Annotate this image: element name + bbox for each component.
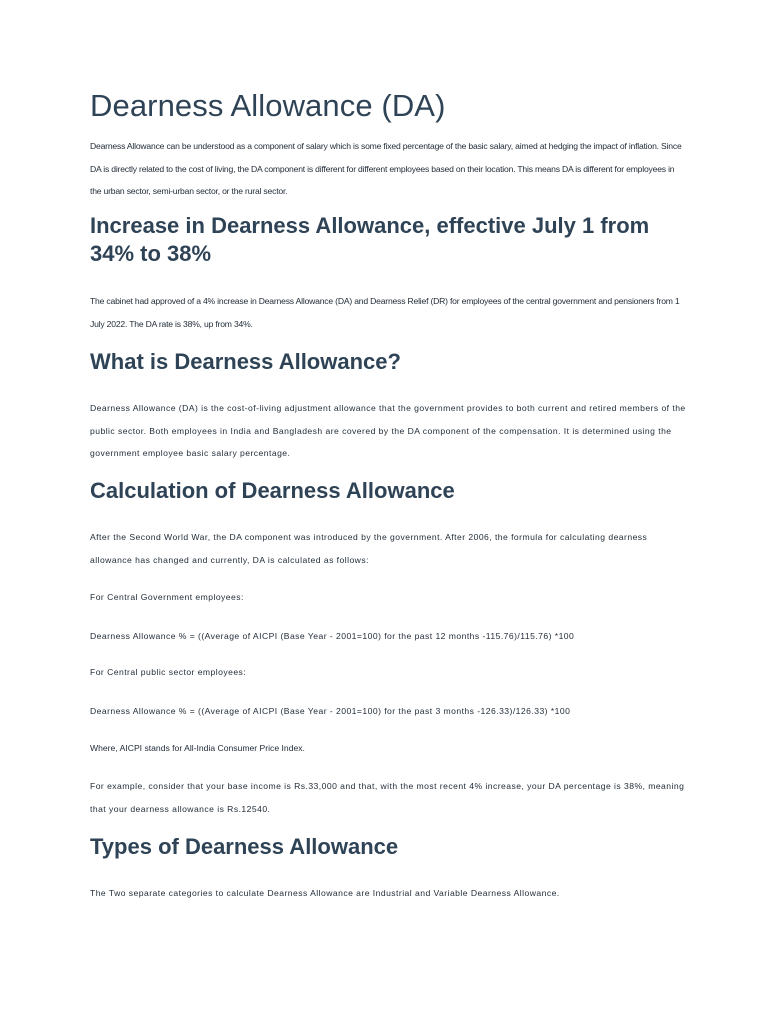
section-heading-types: Types of Dearness Allowance (90, 834, 399, 859)
intro-paragraph: Dearness Allowance can be understood as a component of salary which is some fixed percentage of the basic salary, aimed at hedging the impact of inflation. Since DA is directly related to the cost of living, the DA component is different for different employees based on their location. This means DA is different for employees in the urban sector, semi-urban sector, or the rural sector. (90, 141, 682, 196)
public-sector-label: For Central public sector employees: (90, 667, 247, 677)
section-heading-da-increase: Increase in Dearness Allowance, effective July 1 from 34% to 38% (90, 213, 650, 266)
example-paragraph: For example, consider that your base income is Rs.33,000 and that, with the most recent 4% increase, your DA percentage is 38%, meaning that your dearness allowance is Rs.12540. (90, 781, 685, 814)
public-sector-formula: Dearness Allowance % = ((Average of AICPI (Base Year - 2001=100) for the past 3 months -126.33)/126.33) *100 (90, 706, 571, 716)
what-is-da-paragraph: Dearness Allowance (DA) is the cost-of-living adjustment allowance that the government provides to both current and retired members of the public sector. Both employees in India and Bangladesh are covered by the DA component of the compensation. It is determined using the government employee basic salary percentage. (90, 403, 686, 458)
da-increase-paragraph: The cabinet had approved of a 4% increase in Dearness Allowance (DA) and Dearness Relief (DR) for employees of the central government and pensioners from 1 July 2022. The DA rate is 38%, up from 34%. (90, 296, 680, 329)
aicpi-definition: Where, AICPI stands for All-India Consumer Price Index. (90, 743, 305, 753)
section-heading-what-is-da: What is Dearness Allowance? (90, 349, 401, 374)
calculation-intro-paragraph: After the Second World War, the DA component was introduced by the government. After 2006, the formula for calculating dearness allowance has changed and currently, DA is calculated as follows: (90, 532, 648, 565)
page-title: Dearness Allowance (DA) (90, 88, 446, 123)
central-government-label: For Central Government employees: (90, 592, 244, 602)
types-paragraph: The Two separate categories to calculate Dearness Allowance are Industrial and Variable Dearness Allowance. (90, 888, 560, 898)
central-government-formula: Dearness Allowance % = ((Average of AICPI (Base Year - 2001=100) for the past 12 months -115.76)/115.76) *100 (90, 631, 575, 641)
section-heading-calculation: Calculation of Dearness Allowance (90, 478, 455, 503)
